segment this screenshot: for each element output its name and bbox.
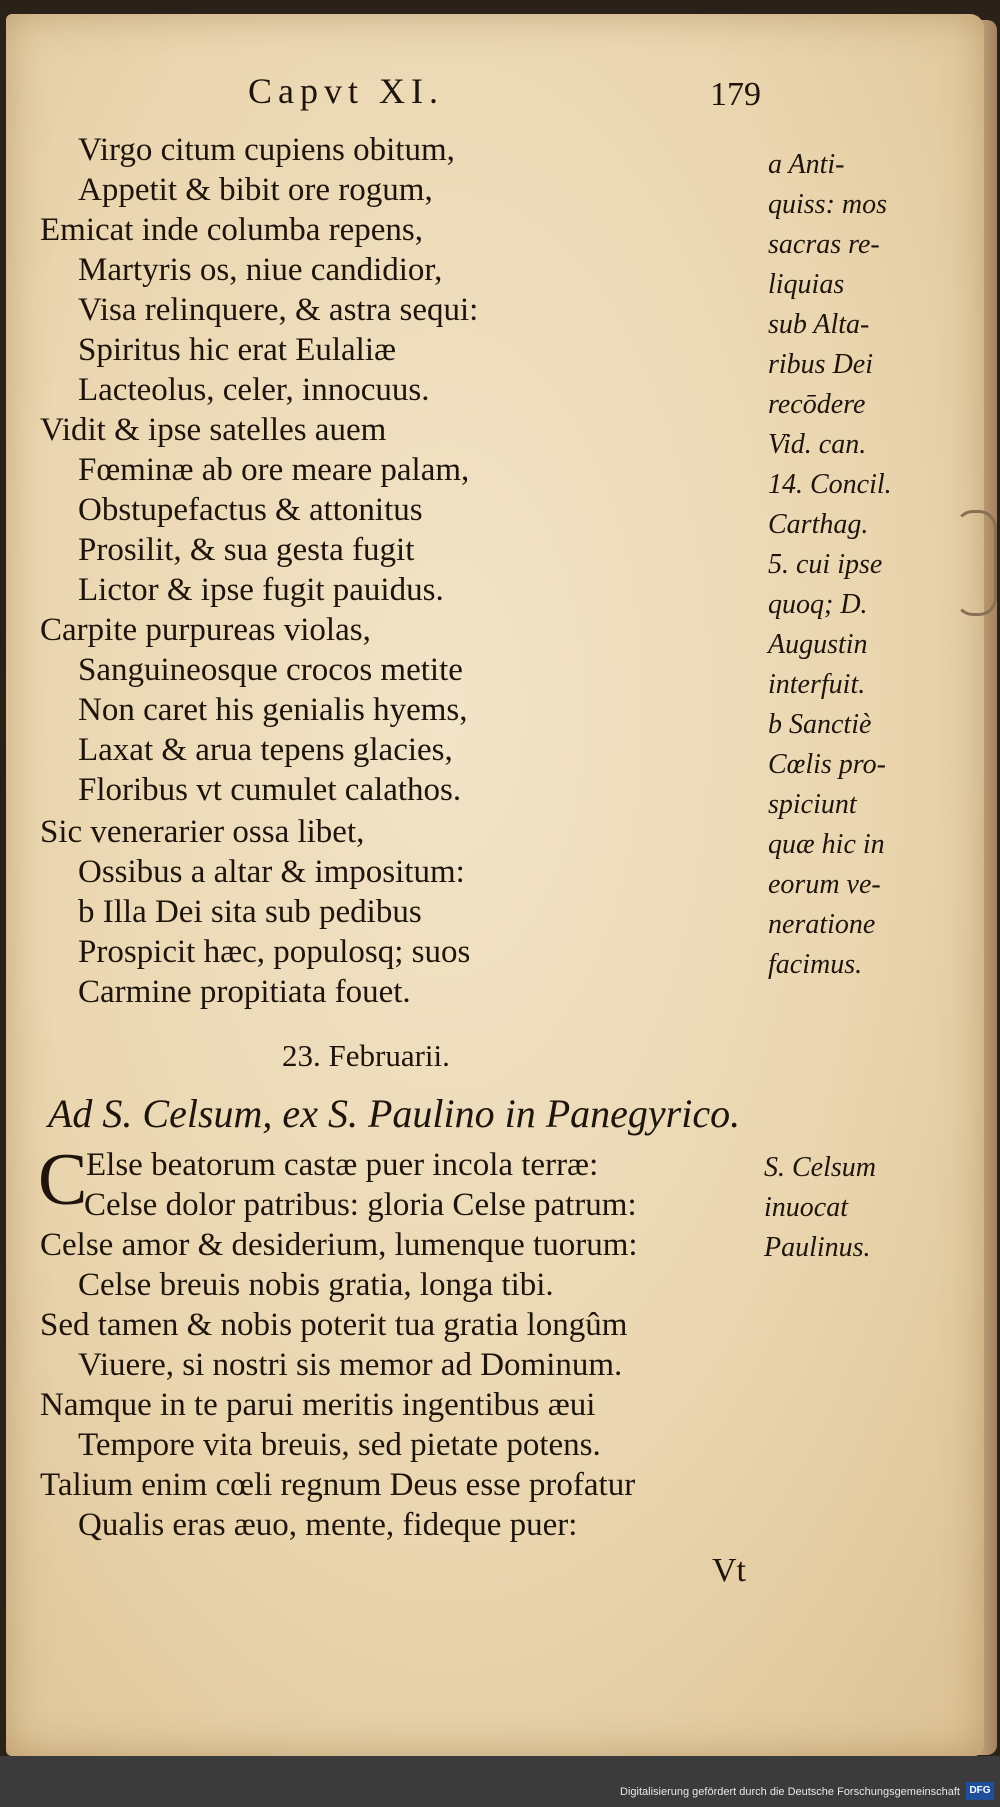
dfg-logo: DFG <box>966 1782 994 1800</box>
poem-line: b Illa Dei sita sub pedibus <box>78 894 422 930</box>
drop-cap: C <box>38 1139 88 1221</box>
margin-note-line: Cœlis pro- <box>768 749 886 780</box>
margin-note-line: Augustin <box>768 629 868 660</box>
margin-note-line: sacras re- <box>768 229 880 260</box>
margin-note-line: quiss: mos <box>768 189 888 220</box>
page-tab-marker <box>955 510 997 616</box>
margin-note-line: ribus Dei <box>768 349 873 380</box>
poem-line: Sanguineosque crocos metite <box>78 652 463 688</box>
poem-line: Prosilit, & sua gesta fugit <box>78 532 415 568</box>
poem-line: Martyris os, niue candidior, <box>78 252 443 288</box>
footer-bar <box>0 1756 1000 1807</box>
poem-line: Talium enim cœli regnum Deus esse profatur <box>40 1467 636 1503</box>
margin-note-line: eorum ve- <box>768 869 881 900</box>
margin-note-line: neratione <box>768 909 876 940</box>
feast-date: 23. Februarii. <box>282 1038 450 1073</box>
poem-line: Tempore vita breuis, sed pietate potens. <box>78 1427 601 1463</box>
margin-note-line: inuocat <box>764 1192 848 1223</box>
poem-line: Virgo citum cupiens obitum, <box>78 132 455 168</box>
poem-line: Visa relinquere, & astra sequi: <box>78 292 479 328</box>
poem-line: Sed tamen & nobis poterit tua gratia longûm <box>40 1307 628 1343</box>
poem-line: Non caret his genialis hyems, <box>78 692 468 728</box>
poem-line: Viuere, si nostri sis memor ad Dominum. <box>78 1347 623 1383</box>
poem-line: Celse breuis nobis gratia, longa tibi. <box>78 1267 554 1303</box>
margin-note-line: S. Celsum <box>764 1152 876 1183</box>
footer-credit: Digitalisierung gefördert durch die Deutsche Forschungsgemeinschaft <box>620 1786 960 1798</box>
poem-line: Else beatorum castæ puer incola terræ: <box>86 1147 599 1183</box>
margin-note-line: interfuit. <box>768 669 866 700</box>
margin-note-line: a Anti- <box>768 149 845 180</box>
poem-line: Lacteolus, celer, innocuus. <box>78 372 430 408</box>
poem-line: Carmine propitiata fouet. <box>78 974 411 1010</box>
margin-note-line: 14. Concil. <box>768 469 892 500</box>
poem-line: Obstupefactus & attonitus <box>78 492 423 528</box>
poem-line: Qualis eras æuo, mente, fideque puer: <box>78 1507 578 1543</box>
poem-line: Celse amor & desiderium, lumenque tuorum: <box>40 1227 638 1263</box>
poem-line: Emicat inde columba repens, <box>40 212 424 248</box>
poem-line: Vidit & ipse satelles auem <box>40 412 387 448</box>
margin-note-line: facimus. <box>768 949 863 980</box>
poem-line: Sic venerarier ossa libet, <box>40 814 365 850</box>
poem-line: Namque in te parui meritis ingentibus æui <box>40 1387 596 1423</box>
poem-line: Floribus vt cumulet calathos. <box>78 772 462 808</box>
poem-line: Celse dolor patribus: gloria Celse patrum: <box>84 1187 637 1223</box>
poem-line: Appetit & bibit ore rogum, <box>78 172 433 208</box>
running-title: Capvt XI. <box>248 71 444 111</box>
poem-line: Fœminæ ab ore meare palam, <box>78 452 470 488</box>
poem-line: Carpite purpureas violas, <box>40 612 371 648</box>
poem-line: Laxat & arua tepens glacies, <box>78 732 453 768</box>
margin-note-line: 5. cui ipse <box>768 549 883 580</box>
margin-note-line: sub Alta- <box>768 309 870 340</box>
margin-note-line: quæ hic in <box>768 829 885 860</box>
poem-line: Lictor & ipse fugit pauidus. <box>78 572 444 608</box>
poem-line: Ossibus a altar & impositum: <box>78 854 465 890</box>
margin-note-line: b Sanctiè <box>768 709 872 740</box>
section-heading: Ad S. Celsum, ex S. Paulino in Panegyrico. <box>48 1091 741 1136</box>
catchword: Vt <box>712 1552 746 1589</box>
margin-note-line: Carthag. <box>768 509 869 540</box>
page-number: 179 <box>710 76 761 113</box>
margin-note-line: spiciunt <box>768 789 857 820</box>
margin-note-line: recōdere <box>768 389 866 420</box>
poem-line: Prospicit hæc, populosq; suos <box>78 934 471 970</box>
margin-note-line: Vid. can. <box>768 429 867 460</box>
margin-note-line: liquias <box>768 269 845 300</box>
poem-line: Spiritus hic erat Eulaliæ <box>78 332 397 368</box>
margin-note-line: Paulinus. <box>764 1232 871 1263</box>
margin-note-line: quoq; D. <box>768 589 868 620</box>
